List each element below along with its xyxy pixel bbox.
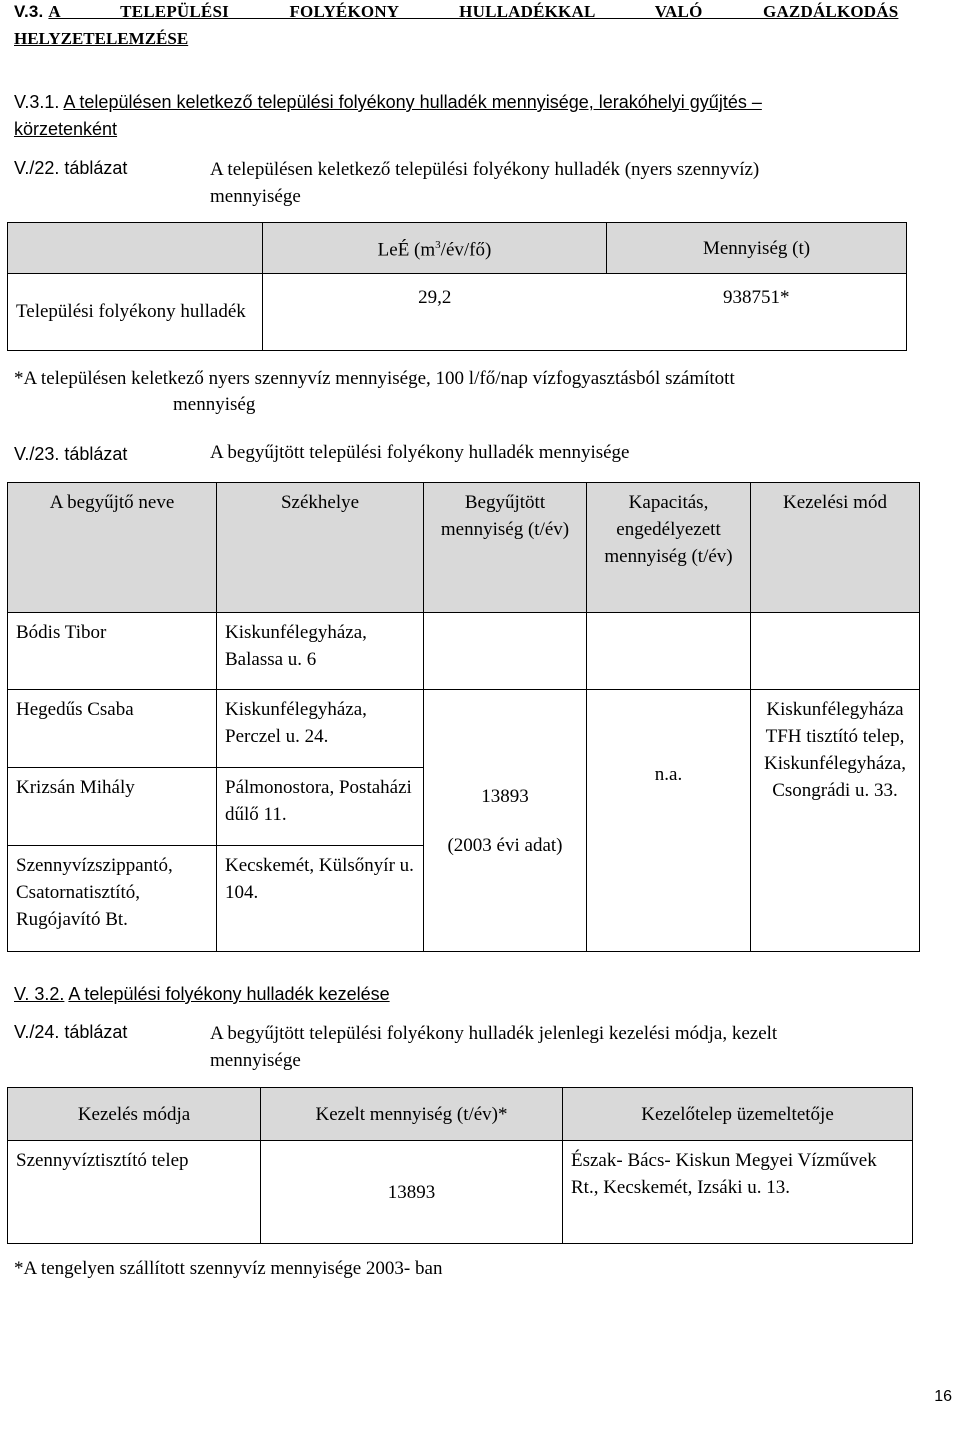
table22-header-lee: LeÉ $(m^3/év/fő)$: [263, 223, 607, 274]
table24-caption-line1: A begyűjtött települési folyékony hulladék jelenlegi kezelési módja, kezelt: [210, 1023, 778, 1044]
table-row-name: Bódis Tibor: [8, 613, 217, 690]
table22-header-qty: Mennyiség (t): [607, 223, 907, 274]
table22-row-label: Települési folyékony hulladék: [8, 274, 263, 351]
table-row-seat: Kecskemét, Külsőnyír u. 104.: [217, 846, 424, 952]
table23-capacity-value: n.a.: [654, 763, 683, 785]
table23-capacity-cell: [587, 690, 751, 952]
page-number: 16: [934, 1388, 952, 1405]
section2-number: V. 3.2.: [14, 984, 65, 1004]
table22-caption-line2: mennyisége: [210, 186, 301, 207]
table-row-name: Hegedűs Csaba: [8, 690, 217, 768]
table24-caption: [210, 1020, 777, 1074]
table23-header-collected: Begyűjtött mennyiség (t/év): [424, 483, 587, 613]
section-title-line2: körzetenként: [14, 119, 118, 139]
table23-collected-note: (2003 évi adat): [447, 834, 563, 856]
table22-lee-value: 29,2: [263, 274, 607, 351]
table24-footnote: *A tengelyen szállított szennyvíz mennyisége 2003- ban: [14, 1258, 443, 1279]
table24-amount: 13893: [261, 1141, 563, 1244]
table23-treatment: Kiskunfélegyháza TFH tisztító telep, Kiskunfélegyháza, Csongrádi u. 33.: [751, 690, 920, 952]
table-row-seat: Pálmonostora, Postaházi dűlő 11.: [217, 768, 424, 846]
table23-collected-cell: [424, 690, 587, 952]
chapter-heading: [14, 2, 914, 22]
table23-caption: A begyűjtött települési folyékony hulladék mennyisége: [210, 442, 630, 463]
section-heading-1: [14, 92, 762, 113]
table24-method: Szennyvíztisztító telep: [8, 1141, 261, 1244]
table23: [7, 482, 920, 952]
table22-caption: [210, 156, 759, 210]
table22-footnote-line2: mennyiség: [173, 394, 256, 415]
table23-header-treatment: Kezelési mód: [751, 483, 920, 613]
table-row-seat: Kiskunfélegyháza, Balassa u. 6: [217, 613, 424, 690]
table24-header-amount: Kezelt mennyiség (t/év)*: [261, 1088, 563, 1141]
table23-header-seat: Székhelye: [217, 483, 424, 613]
table22-header-empty: [8, 223, 263, 274]
table24-header-operator: Kezelőtelep üzemeltetője: [563, 1088, 913, 1141]
table-row-seat: Kiskunfélegyháza, Perczel u. 24.: [217, 690, 424, 768]
table22-footnote-line1: *A településen keletkező nyers szennyvíz mennyisége, 100 l/fő/nap vízfogyasztásból számított: [14, 368, 735, 389]
table22-qty-value: 938751*: [607, 274, 907, 351]
table24-operator: Észak- Bács- Kiskun Megyei Vízművek Rt., Kecskemét, Izsáki u. 13.: [563, 1141, 913, 1244]
section-number: V.3.1.: [14, 92, 60, 112]
table24-caption-line2: mennyisége: [210, 1050, 301, 1071]
table-row-name: Krizsán Mihály: [8, 768, 217, 846]
chapter-number: V.3.: [14, 2, 44, 21]
table22-label: V./22. táblázat: [14, 158, 128, 178]
table24-header-method: Kezelés módja: [8, 1088, 261, 1141]
table24-label: V./24. táblázat: [14, 1022, 128, 1042]
chapter-title-line2: HELYZETELEMZÉSE: [14, 29, 189, 48]
section2-title: A települési folyékony hulladék kezelése: [68, 984, 390, 1004]
table23-header-capacity: Kapacitás, engedélyezett mennyiség (t/év): [587, 483, 751, 613]
table22-caption-line1: A településen keletkező települési folyékony hulladék (nyers szennyvíz): [210, 159, 760, 180]
table-row-name: Szennyvízszippantó, Csatornatisztító, Rugójavító Bt.: [8, 846, 217, 952]
table24: [7, 1087, 913, 1244]
section-heading-2: [14, 984, 390, 1005]
table22: [7, 222, 907, 351]
table23-label: V./23. táblázat: [14, 444, 128, 464]
table23-collected-value: 13893: [481, 785, 529, 807]
section-title-line1: A településen keletkező települési folyékony hulladék mennyisége, lerakóhelyi gyűjtés –: [63, 92, 762, 112]
table23-header-name: A begyűjtő neve: [8, 483, 217, 613]
chapter-title-line1: A TELEPÜLÉSI FOLYÉKONY HULLADÉKKAL VALÓ GAZDÁLKODÁS: [48, 2, 899, 21]
